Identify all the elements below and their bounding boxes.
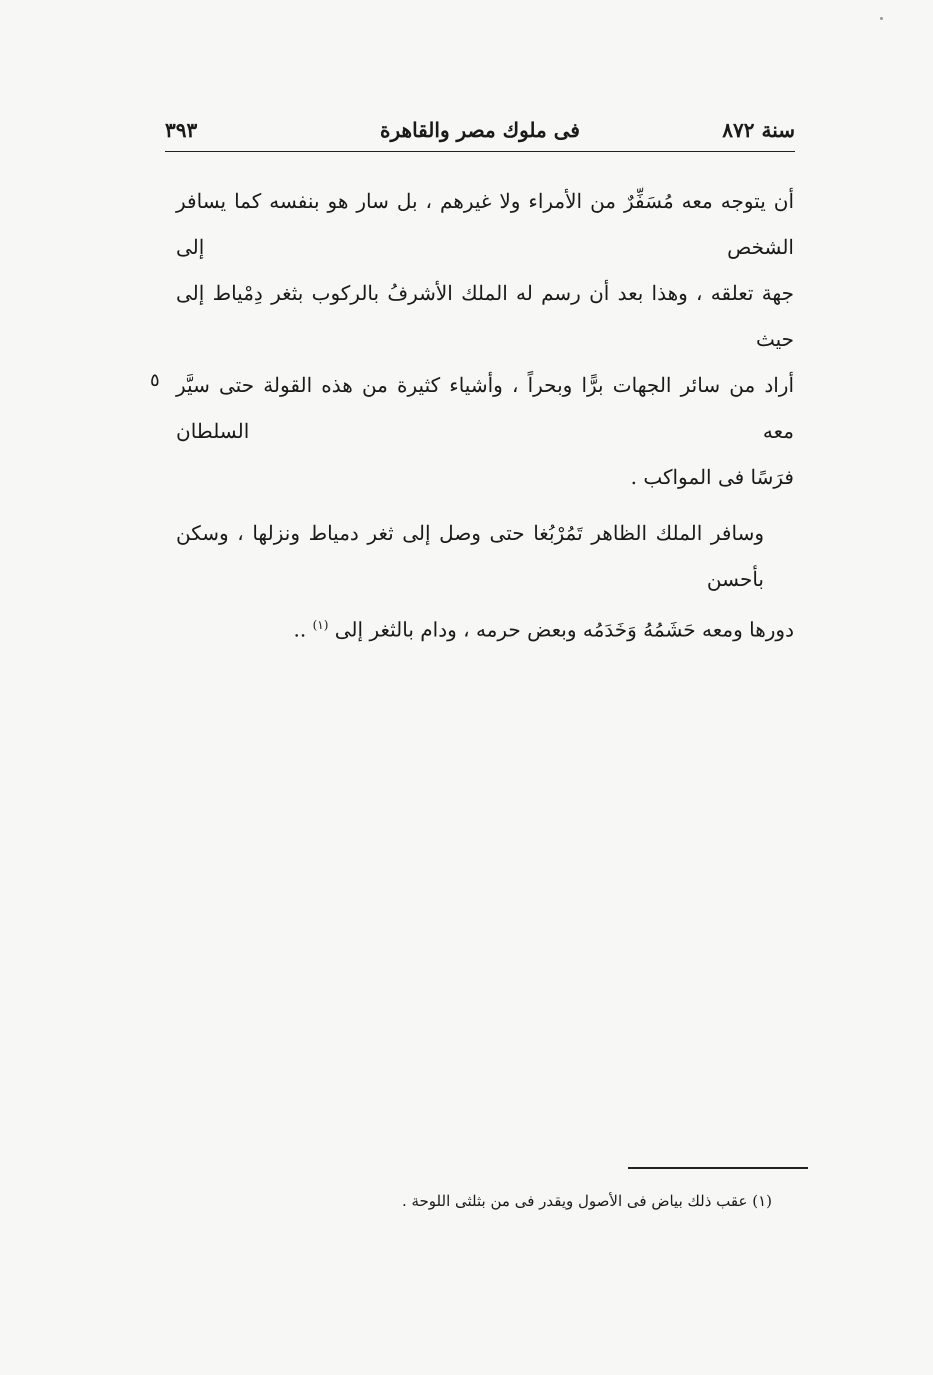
- running-header: [165, 118, 795, 148]
- footnote-rule: [628, 1167, 808, 1169]
- paragraph-2: [176, 510, 794, 653]
- text-line: أراد من سائر الجهات برًّا وبحراً ، وأشياء كثيرة من هذه القولة حتى سيَّر معه السلطان: [176, 373, 794, 443]
- text-line: [176, 602, 794, 653]
- header-rule: [165, 151, 795, 152]
- text-line-content: دورها ومعه حَشَمُهُ وَخَدَمُه وبعض حرمه ، ودام بالثغر إلى: [334, 617, 794, 642]
- text-line: فرَسًا فى المواكب .: [630, 465, 794, 489]
- header-year: سنة ٨٧٢: [722, 118, 795, 142]
- footnote: (١) عقب ذلك بياض فى الأصول ويقدر فى من بثلثى اللوحة .: [401, 1192, 772, 1210]
- text-line: أن يتوجه معه مُسَفِّرٌ من الأمراء ولا غيرهم ، بل سار هو بنفسه كما يسافر الشخص إلى: [176, 189, 794, 259]
- line-number-marker: ٥: [150, 370, 160, 391]
- page-number: ٣٩٣: [165, 118, 198, 142]
- text-line: جهة تعلقه ، وهذا بعد أن رسم له الملك الأشرفُ بالركوب بثغر دِمْياط إلى حيث: [176, 281, 794, 351]
- ellipsis: ..: [293, 617, 313, 642]
- paragraph-1: [176, 178, 794, 500]
- footnote-reference: (١): [312, 618, 329, 632]
- text-line: وسافر الملك الظاهر تَمُرْبُغا حتى وصل إلى ثغر دمياط ونزلها ، وسكن بأحسن: [176, 521, 764, 591]
- main-text: [176, 178, 794, 653]
- header-title: فى ملوك مصر والقاهرة: [380, 118, 580, 142]
- page-speck: [880, 17, 883, 20]
